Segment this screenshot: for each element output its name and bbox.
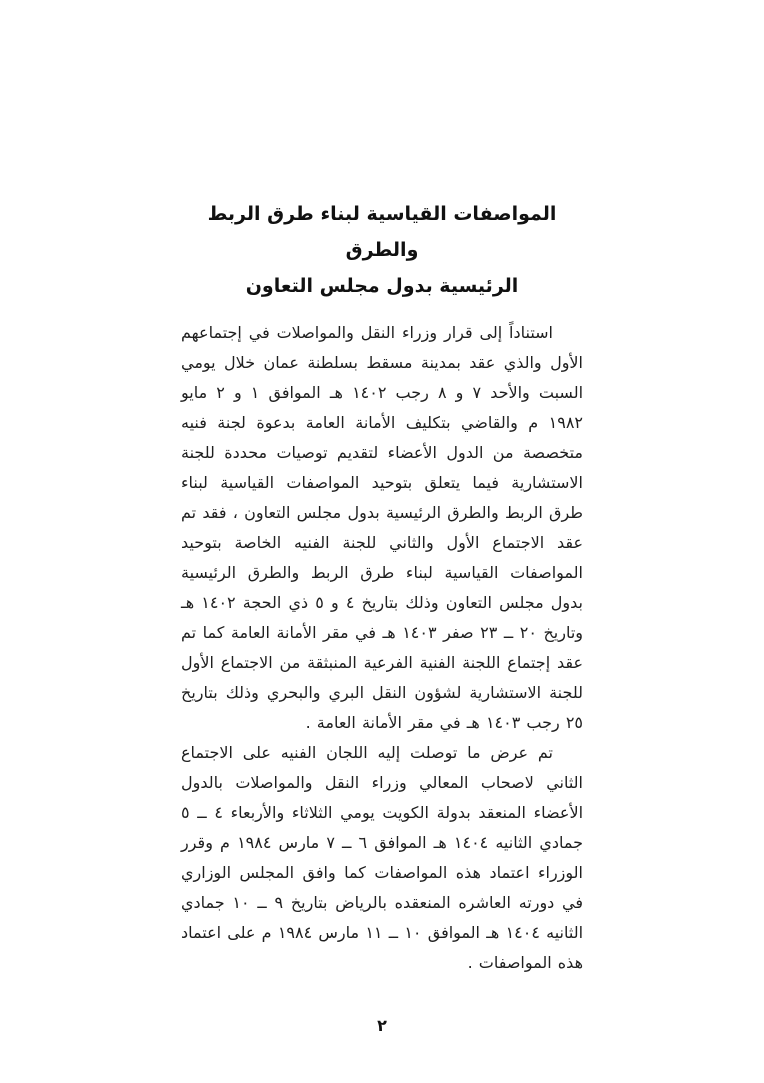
body-paragraph: تم عرض ما توصلت إليه اللجان الفنيه على الاجتماع الثاني لاصحاب المعالي وزراء النقل والمواصلات بالدول الأعضاء المنعقد بدولة الكويت يومي الثلاثاء والأربعاء ٤ ــ ٥ جمادي الثانيه ١٤٠٤ هـ الموافق ٦ ــ ٧ مارس ١٩٨٤ م وقرر الوزراء اعتماد هذه المواصفات كما وافق المجلس الوزاري في دورته العاشره المنعقده بالرياض بتاريخ ٩ ــ ١٠ جمادي الثانيه ١٤٠٤ هـ الموافق ١٠ ــ ١١ مارس ١٩٨٤ م على اعتماد هذه المواصفات . <box>181 743 584 972</box>
title-line-2: الرئيسية بدول مجلس التعاون <box>245 275 519 297</box>
body-paragraph: استناداً إلى قرار وزراء النقل والمواصلات في إجتماعهم الأول والذي عقد بمدينة مسقط بسلطنة عمان خلال يومي السبت والأحد ٧ و ٨ رجب ١٤٠٢ هـ الموافق ١ و ٢ مايو ١٩٨٢ م والقاضي بتكليف الأمانة العامة بدعوة لجنة فنيه متخصصة من الدول الأعضاء لتقديم توصيات محددة للجنة الاستشارية فيما يتعلق بتوحيد المواصفات القياسية لبناء طرق الربط والطرق الرئيسية بدول مجلس التعاون ، فقد تم عقد الاجتماع الأول والثاني للجنة الفنيه الخاصة بتوحيد المواصفات القياسية لبناء طرق الربط والطرق الرئيسية بدول مجلس التعاون وذلك بتاريخ ٤ و ٥ ذي الحجة ١٤٠٢ هـ وتاريخ ٢٠ ــ ٢٣ صفر ١٤٠٣ هـ في مقر الأمانة العامة كما تم عقد إجتماع اللجنة الفنية الفرعية المنبثقة من الاجتماع الأول للجنة الاستشارية لشؤون النقل البري والبحري وذلك بتاريخ ٢٥ رجب ١٤٠٣ هـ في مقر الأمانة العامة . <box>181 323 584 732</box>
document-body <box>181 318 583 978</box>
document-content <box>181 196 583 978</box>
document-title <box>181 196 583 304</box>
title-line-1: المواصفات القياسية لبناء طرق الربط والطرق <box>207 203 557 261</box>
page-number: ٢ <box>377 1016 387 1035</box>
